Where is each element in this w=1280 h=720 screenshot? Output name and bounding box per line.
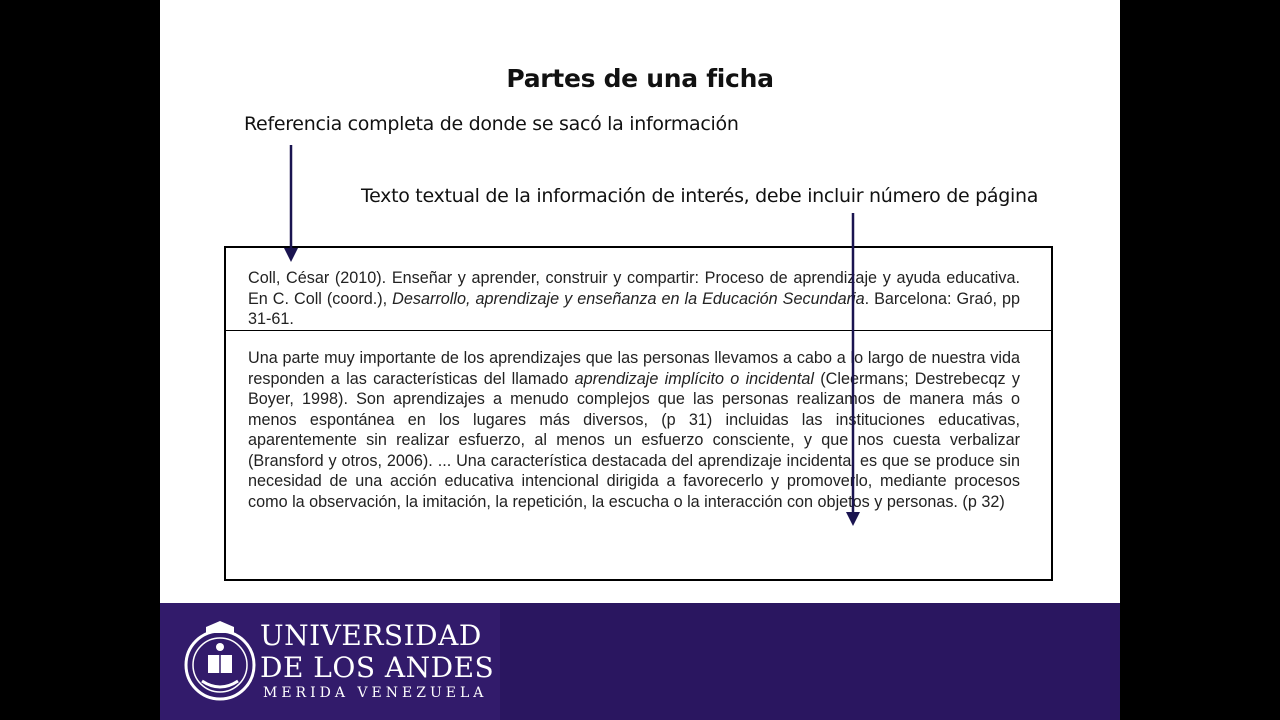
quote-text-part1: Una parte muy importante de los aprendizajes que las personas llevamos a cabo a lo largo de nuestra vida responden a las características del llamado [248,349,1020,388]
reference-callout-label: Referencia completa de donde se sacó la información [244,113,739,135]
university-name-line1: UNIVERSIDAD [260,619,482,652]
ficha-card [224,246,1053,581]
university-location: MERIDA VENEZUELA [263,685,488,701]
reference-text-part1: Coll, César (2010). Enseñar y aprender, construir y compartir: Proceso de aprendizaje y ayuda educativa. En C. Coll (coord.), [248,269,1020,308]
university-footer [160,603,1120,720]
quote-italic-term: aprendizaje implícito o incidental [574,369,814,388]
university-seal-icon [182,621,258,703]
university-logo [160,603,500,720]
quote-text-part2: (Cleermans; Destrebecqz y Boyer, 1998). Son aprendizajes a menudo complejos que las personas realizamos de manera más o menos espontánea en los lugares más diversos, (p 31) incluidas las instituciones educativas, aparentemente sin realizar esfuerzo, al menos un esfuerzo consciente, y que nos cuesta verbalizar (Bransford y otros, 2006). ... Una característica destacada del aprendizaje incidental es que se produce sin necesidad de una acción educativa intencional dirigida a favorecerlo y promoverlo, mediante procesos como la observación, la imitación, la repetición, la escucha o la interacción con objetos y personas. (p 32) [248,369,1020,511]
textual-callout-label: Texto textual de la información de interés, debe incluir número de página [361,185,1039,207]
card-divider [226,330,1051,331]
quote-paragraph [248,348,1020,512]
slide-title: Partes de una ficha [506,64,774,93]
slide [160,0,1120,720]
reference-paragraph [248,268,1020,330]
reference-text-part2: . Barcelona: Graó, pp 31-61. [248,289,1020,328]
university-name-line2: DE LOS ANDES [260,651,495,684]
reference-arrow-icon [284,145,298,262]
reference-book-title: Desarrollo, aprendizaje y enseñanza en la Educación Secundaria [392,289,865,308]
